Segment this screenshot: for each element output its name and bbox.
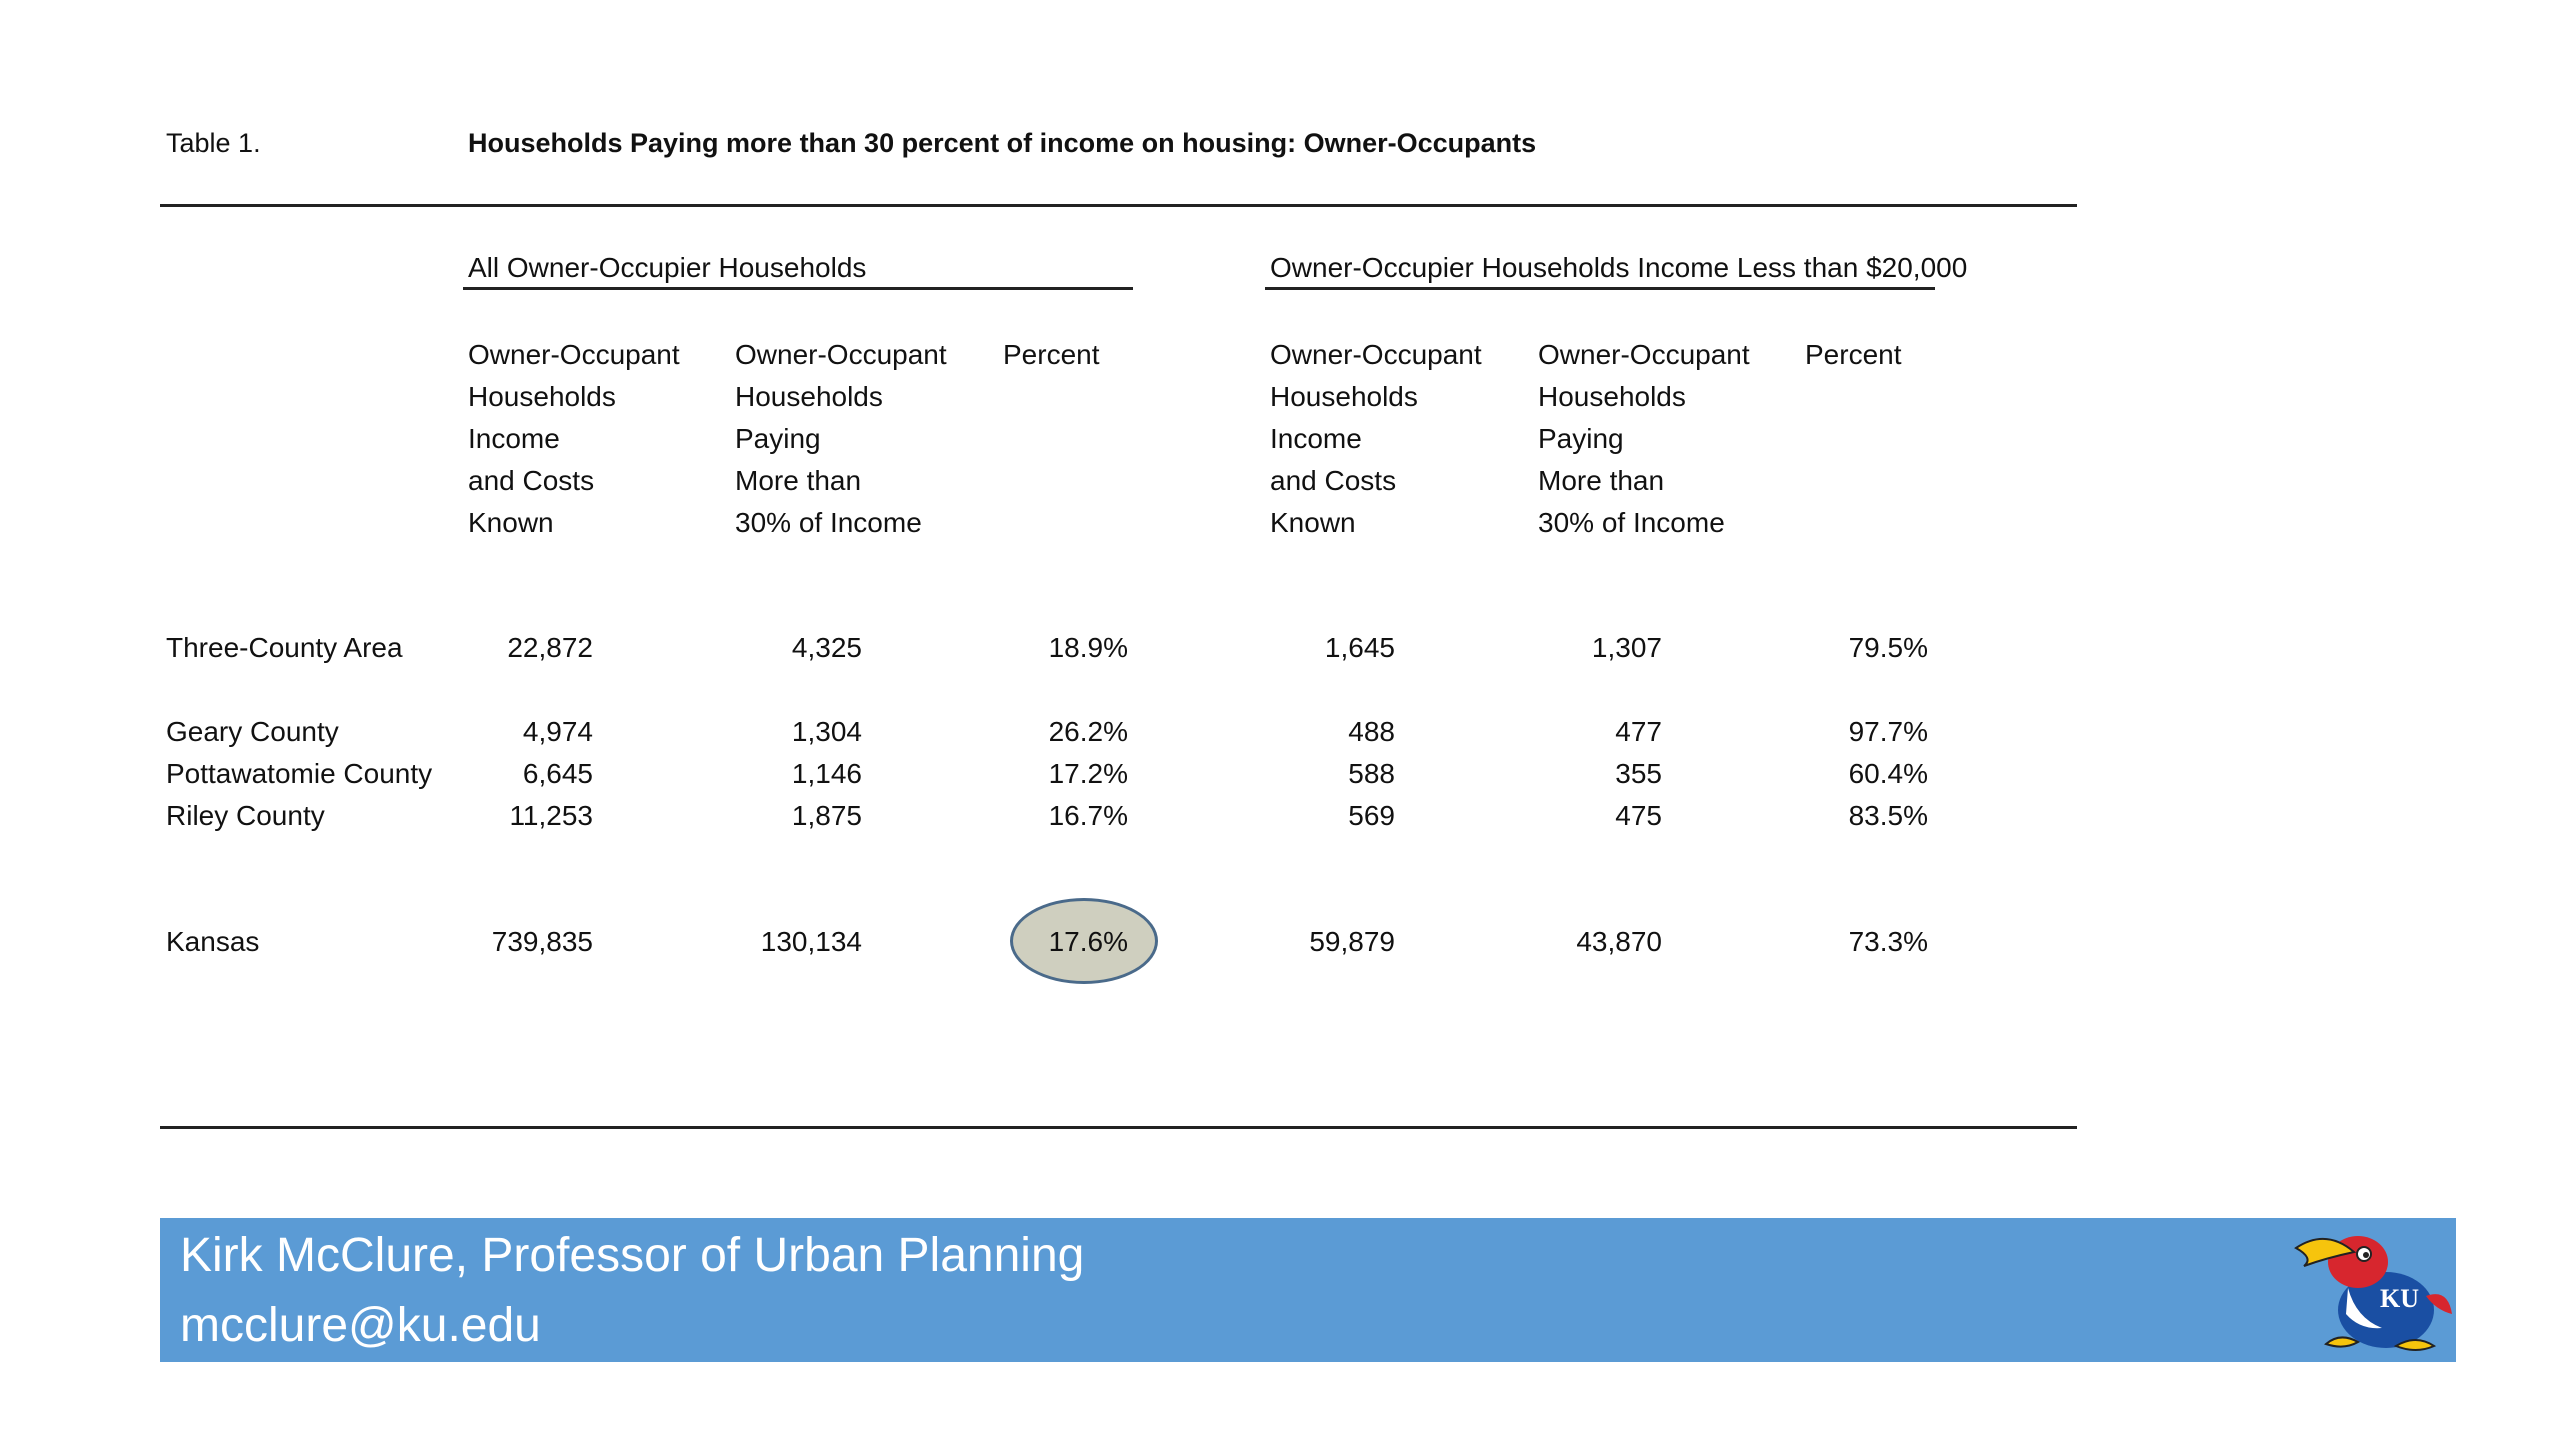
col-header-line: and Costs <box>468 465 595 496</box>
col-header-line: Owner-Occupant <box>735 339 947 370</box>
logo-text: KU <box>2380 1284 2419 1313</box>
col-header-line: Households <box>1270 381 1418 412</box>
table-cell: 4,974 <box>522 716 593 747</box>
table-cell: 355 <box>1615 758 1662 789</box>
group-header-low-income: Owner-Occupier Households Income Less than $20,000 <box>1270 252 1968 283</box>
table-cell: 4,325 <box>791 632 862 663</box>
group-underline-all <box>463 287 1133 290</box>
col-header-line: and Costs <box>1270 465 1397 496</box>
table-cell: 83.5% <box>1848 800 1928 831</box>
highlighted-cell: 17.6% <box>1048 926 1128 957</box>
table-cell: 739,835 <box>491 926 593 957</box>
col-header-line: Owner-Occupant <box>468 339 680 370</box>
col-header-percent-low <box>1805 334 1902 376</box>
col-header-line: More than <box>1538 465 1665 496</box>
table-cell: 475 <box>1615 800 1662 831</box>
col-header-line: 30% of Income <box>1538 507 1725 538</box>
col-header-line: Households <box>1538 381 1686 412</box>
table-cell: 73.3% <box>1848 926 1928 957</box>
col-header-percent <box>1003 334 1100 376</box>
table-label: Table 1. <box>166 128 261 158</box>
footer-email: mcclure@ku.edu <box>180 1299 541 1352</box>
table-cell: 43,870 <box>1576 926 1662 957</box>
col-header-line: Percent <box>1003 339 1100 370</box>
row-label: Riley County <box>166 800 325 831</box>
table-cell: 22,872 <box>507 632 593 663</box>
group-header-all: All Owner-Occupier Households <box>468 252 867 283</box>
col-header-line: Paying <box>735 423 821 454</box>
col-header-line: Households <box>735 381 883 412</box>
col-header-line: Owner-Occupant <box>1270 339 1482 370</box>
table-cell: 17.2% <box>1048 758 1128 789</box>
row-label: Kansas <box>166 926 260 957</box>
table-title: Households Paying more than 30 percent of income on housing: Owner-Occupants <box>468 128 1537 158</box>
table-cell: 588 <box>1348 758 1395 789</box>
col-header-known-low <box>1270 334 1482 544</box>
table-cell: 130,134 <box>760 926 862 957</box>
col-header-line: More than <box>735 465 862 496</box>
table-cell: 60.4% <box>1848 758 1928 789</box>
col-header-line: Percent <box>1805 339 1902 370</box>
table-cell: 1,645 <box>1324 632 1395 663</box>
jayhawk-mascot-icon <box>2286 1218 2456 1362</box>
row-label: Geary County <box>166 716 339 747</box>
table-cell: 59,879 <box>1309 926 1395 957</box>
col-header-line: Households <box>468 381 616 412</box>
table-cell: 569 <box>1348 800 1395 831</box>
footer-banner <box>160 1218 2456 1362</box>
table-cell: 1,875 <box>791 800 862 831</box>
bottom-rule <box>160 1126 2077 1129</box>
table-cell: 26.2% <box>1048 716 1128 747</box>
row-label: Pottawatomie County <box>166 758 433 789</box>
table-cell: 11,253 <box>509 800 593 831</box>
col-header-line: Known <box>1270 507 1356 538</box>
table-cell: 1,146 <box>791 758 862 789</box>
row-label: Three-County Area <box>166 632 403 663</box>
col-header-line: Owner-Occupant <box>1538 339 1750 370</box>
table-cell: 488 <box>1348 716 1395 747</box>
col-header-line: Income <box>468 423 560 454</box>
col-header-line: Paying <box>1538 423 1624 454</box>
table-cell: 1,304 <box>791 716 862 747</box>
col-header-line: 30% of Income <box>735 507 922 538</box>
group-underline-low-income <box>1265 287 1935 290</box>
table-cell: 477 <box>1615 716 1662 747</box>
table-cell: 1,307 <box>1591 632 1662 663</box>
table-cell: 16.7% <box>1048 800 1128 831</box>
table-cell: 6,645 <box>522 758 593 789</box>
table-cell: 18.9% <box>1048 632 1128 663</box>
footer-name: Kirk McClure, Professor of Urban Planning <box>180 1229 1085 1282</box>
table-cell: 97.7% <box>1848 716 1928 747</box>
col-header-known <box>468 334 680 544</box>
col-header-paying <box>735 334 947 544</box>
col-header-paying-low <box>1538 334 1750 544</box>
table-cell: 79.5% <box>1848 632 1928 663</box>
col-header-line: Known <box>468 507 554 538</box>
col-header-line: Income <box>1270 423 1362 454</box>
top-rule <box>160 204 2077 207</box>
